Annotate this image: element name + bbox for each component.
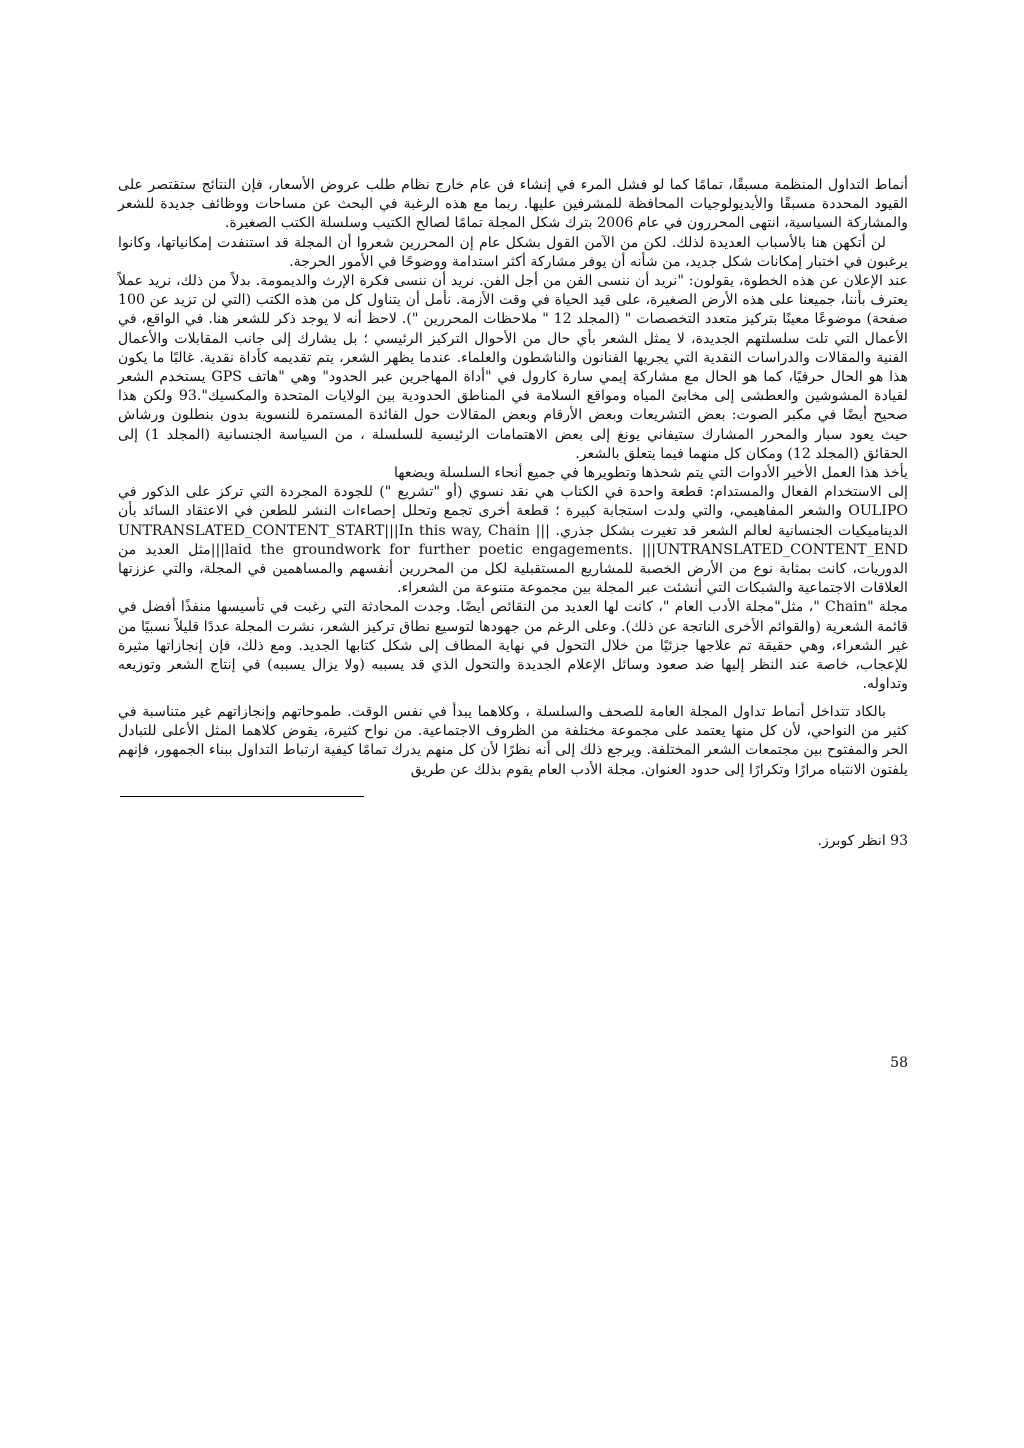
paragraph-5: إلى الاستخدام الفعال والمستدام: قطعة واحدة في الكتاب هي نقد نسوي (أو "تشريع ") للجودة المجردة التي تركز على الذكور في OULIPO والشعر المفاهيمي، والتي ولدت استجابة كبيرة ؛ قطعة أخرى تجمع وتحلل إحصاءات النشر للطعن في الاعتقاد السائد بأن الديناميكيات الجنسانية لعالم الشعر قد تغيرت بشكل جذري. ||| UNTRANSLATED_CONTENT_START|||In this way, Chain laid the groundwork for further poetic engagements. |||UNTRANSLATED_CONTENT_END|||مثل العديد من الدوريات، كانت بمثابة نوع من الأرض الخصبة للمشاريع المستقبلية لكل من المحررين أنفسهم والمساهمين في المجلة، والتي عززتها العلاقات الاجتماعية والشبكات التي أنشئت عبر المجلة بين مجموعة متنوعة من الشعراء. — [118, 484, 908, 597]
page-number: 58 — [890, 1055, 908, 1071]
footnote-divider — [120, 796, 364, 797]
paragraph-6: مجلة "Chain "، مثل"مجلة الأدب العام "، كانت لها العديد من النقائص أيضًا. وجدت المحادثة التي رغبت في تأسيسها منفذًا أفضل في قائمة الشعرية (والقوائم الأخرى الناتجة عن ذلك). وعلى الرغم من جهودها لتوسيع نطاق تركيز الشعر، نشرت المجلة عددًا قليلاً نسبيًا من غير الشعراء، وهي حقيقة تم علاجها جزئيًا من خلال التحول في نهاية المطاف إلى شكل كتابها الجديد. ومع ذلك، فإن إنجازاتها مثيرة للإعجاب، خاصة عند النظر إليها ضد صعود وسائل الإعلام الجديدة والتحول الذي قد يسببه (ولا يزال يسببه) في إنتاج الشعر وتوزيعه وتداوله. — [118, 599, 908, 693]
paragraph-4: يأخذ هذا العمل الأخير الأدوات التي يتم شحذها وتطويرها في جميع أنحاء السلسلة ويضعها — [394, 465, 908, 482]
closing-text — [118, 703, 908, 780]
body-text — [118, 176, 908, 694]
closing-paragraph: بالكاد تتداخل أنماط تداول المجلة العامة للصحف والسلسلة ، وكلاهما يبدأ في نفس الوقت. طموحاتهم وإنجازاتهم غير متناسبة في كثير من النواحي، لأن كل منها يعتمد على مجموعة مختلفة من الظروف الاجتماعية. من نواح كثيرة، يقوض كلاهما المثل الأعلى للتبادل الحر والمفتوح بين مجتمعات الشعر المختلفة. ويرجع ذلك إلى أنه نظرًا لأن كل منهم يدرك تمامًا كيفية ارتباط التداول ببناء الجمهور، فإنهم يلفتون الانتباه مرارًا وتكرارًا إلى حدود العنوان. مجلة الأدب العام يقوم بذلك عن طريق — [118, 704, 908, 778]
footnote: 93 انظر كوبرز. — [817, 833, 908, 849]
paragraph-2: لن أتكهن هنا بالأسباب العديدة لذلك. لكن من الآمن القول بشكل عام إن المحررين شعروا أن المجلة قد استنفدت إمكانياتها، وكانوا يرغبون في اختبار إمكانات شكل جديد، من شأنه أن يوفر مشاركة أكثر استدامة ووضوحًا في الأمور الحرجة. — [118, 234, 908, 270]
paragraph-1: أنماط التداول المنظمة مسبقًا، تمامًا كما لو فشل المرء في إنشاء فن عام خارج نظام طلب عروض الأسعار، فإن النتائج ستقتصر على القيود المحددة مسبقًا والأيديولوجيات المحافظة للمشرفين عليها. ربما مع هذه الرغبة في البحث عن مساحات ووظائف جديدة للشعر والمشاركة السياسية، انتهى المحررون في عام 2006 بترك شكل المجلة تمامًا لصالح الكتيب وسلسلة الكتب الصغيرة. — [118, 177, 908, 232]
paragraph-3: عند الإعلان عن هذه الخطوة، يقولون: "نريد أن ننسى الفن من أجل الفن. نريد أن ننسى فكرة الإرث والديمومة. بدلاً من ذلك، نريد عملاً يعترف بأننا، جميعنا على هذه الأرض الصغيرة، على قيد الحياة في وقت الأزمة. نأمل أن يتناول كل من هذه الكتب (التي لن تزيد عن 100 صفحة) موضوعًا معينًا بتركيز متعدد التخصصات " (المجلد 12 " ملاحظات المحررين "). لاحظ أنه لا يوجد ذكر للشعر هنا. في الواقع، في الأعمال التي تلت سلسلتهم الجديدة، لا يمثل الشعر بأي حال من الأحوال التركيز الرئيسي ؛ بل يشارك إلى جانب المقابلات والأعمال الفنية والمقالات والدراسات النقدية التي يجريها الفنانون والناشطون والعلماء. عندما يظهر الشعر، يتم تقديمه كأداة نقدية. غالبًا ما يكون هذا هو الحال حرفيًا، كما هو الحال مع مشاركة إيمي سارة كارول في "أداة المهاجرين عبر الحدود" وهي "هاتف GPS يستخدم الشعر لقيادة المشوشين والعطشى إلى مخابئ المياه ومواقع السلامة في المناطق الحدودية بين الولايات المتحدة والمكسيك".93 ولكن هذا صحيح أيضًا في مكبر الصوت: بعض التشريعات وبعض الأرقام وبعض المقالات حول الفائدة المستمرة للنسوية بدون بنطلون ورشاش حيث يعود سبار والمحرر المشارك ستيفاني يونغ إلى بعض الاهتمامات الرئيسية للسلسلة ، من السياسة الجنسانية (المجلد 1) إلى الحقائق (المجلد 12) ومكان كل منهما فيما يتعلق بالشعر. — [118, 273, 908, 462]
